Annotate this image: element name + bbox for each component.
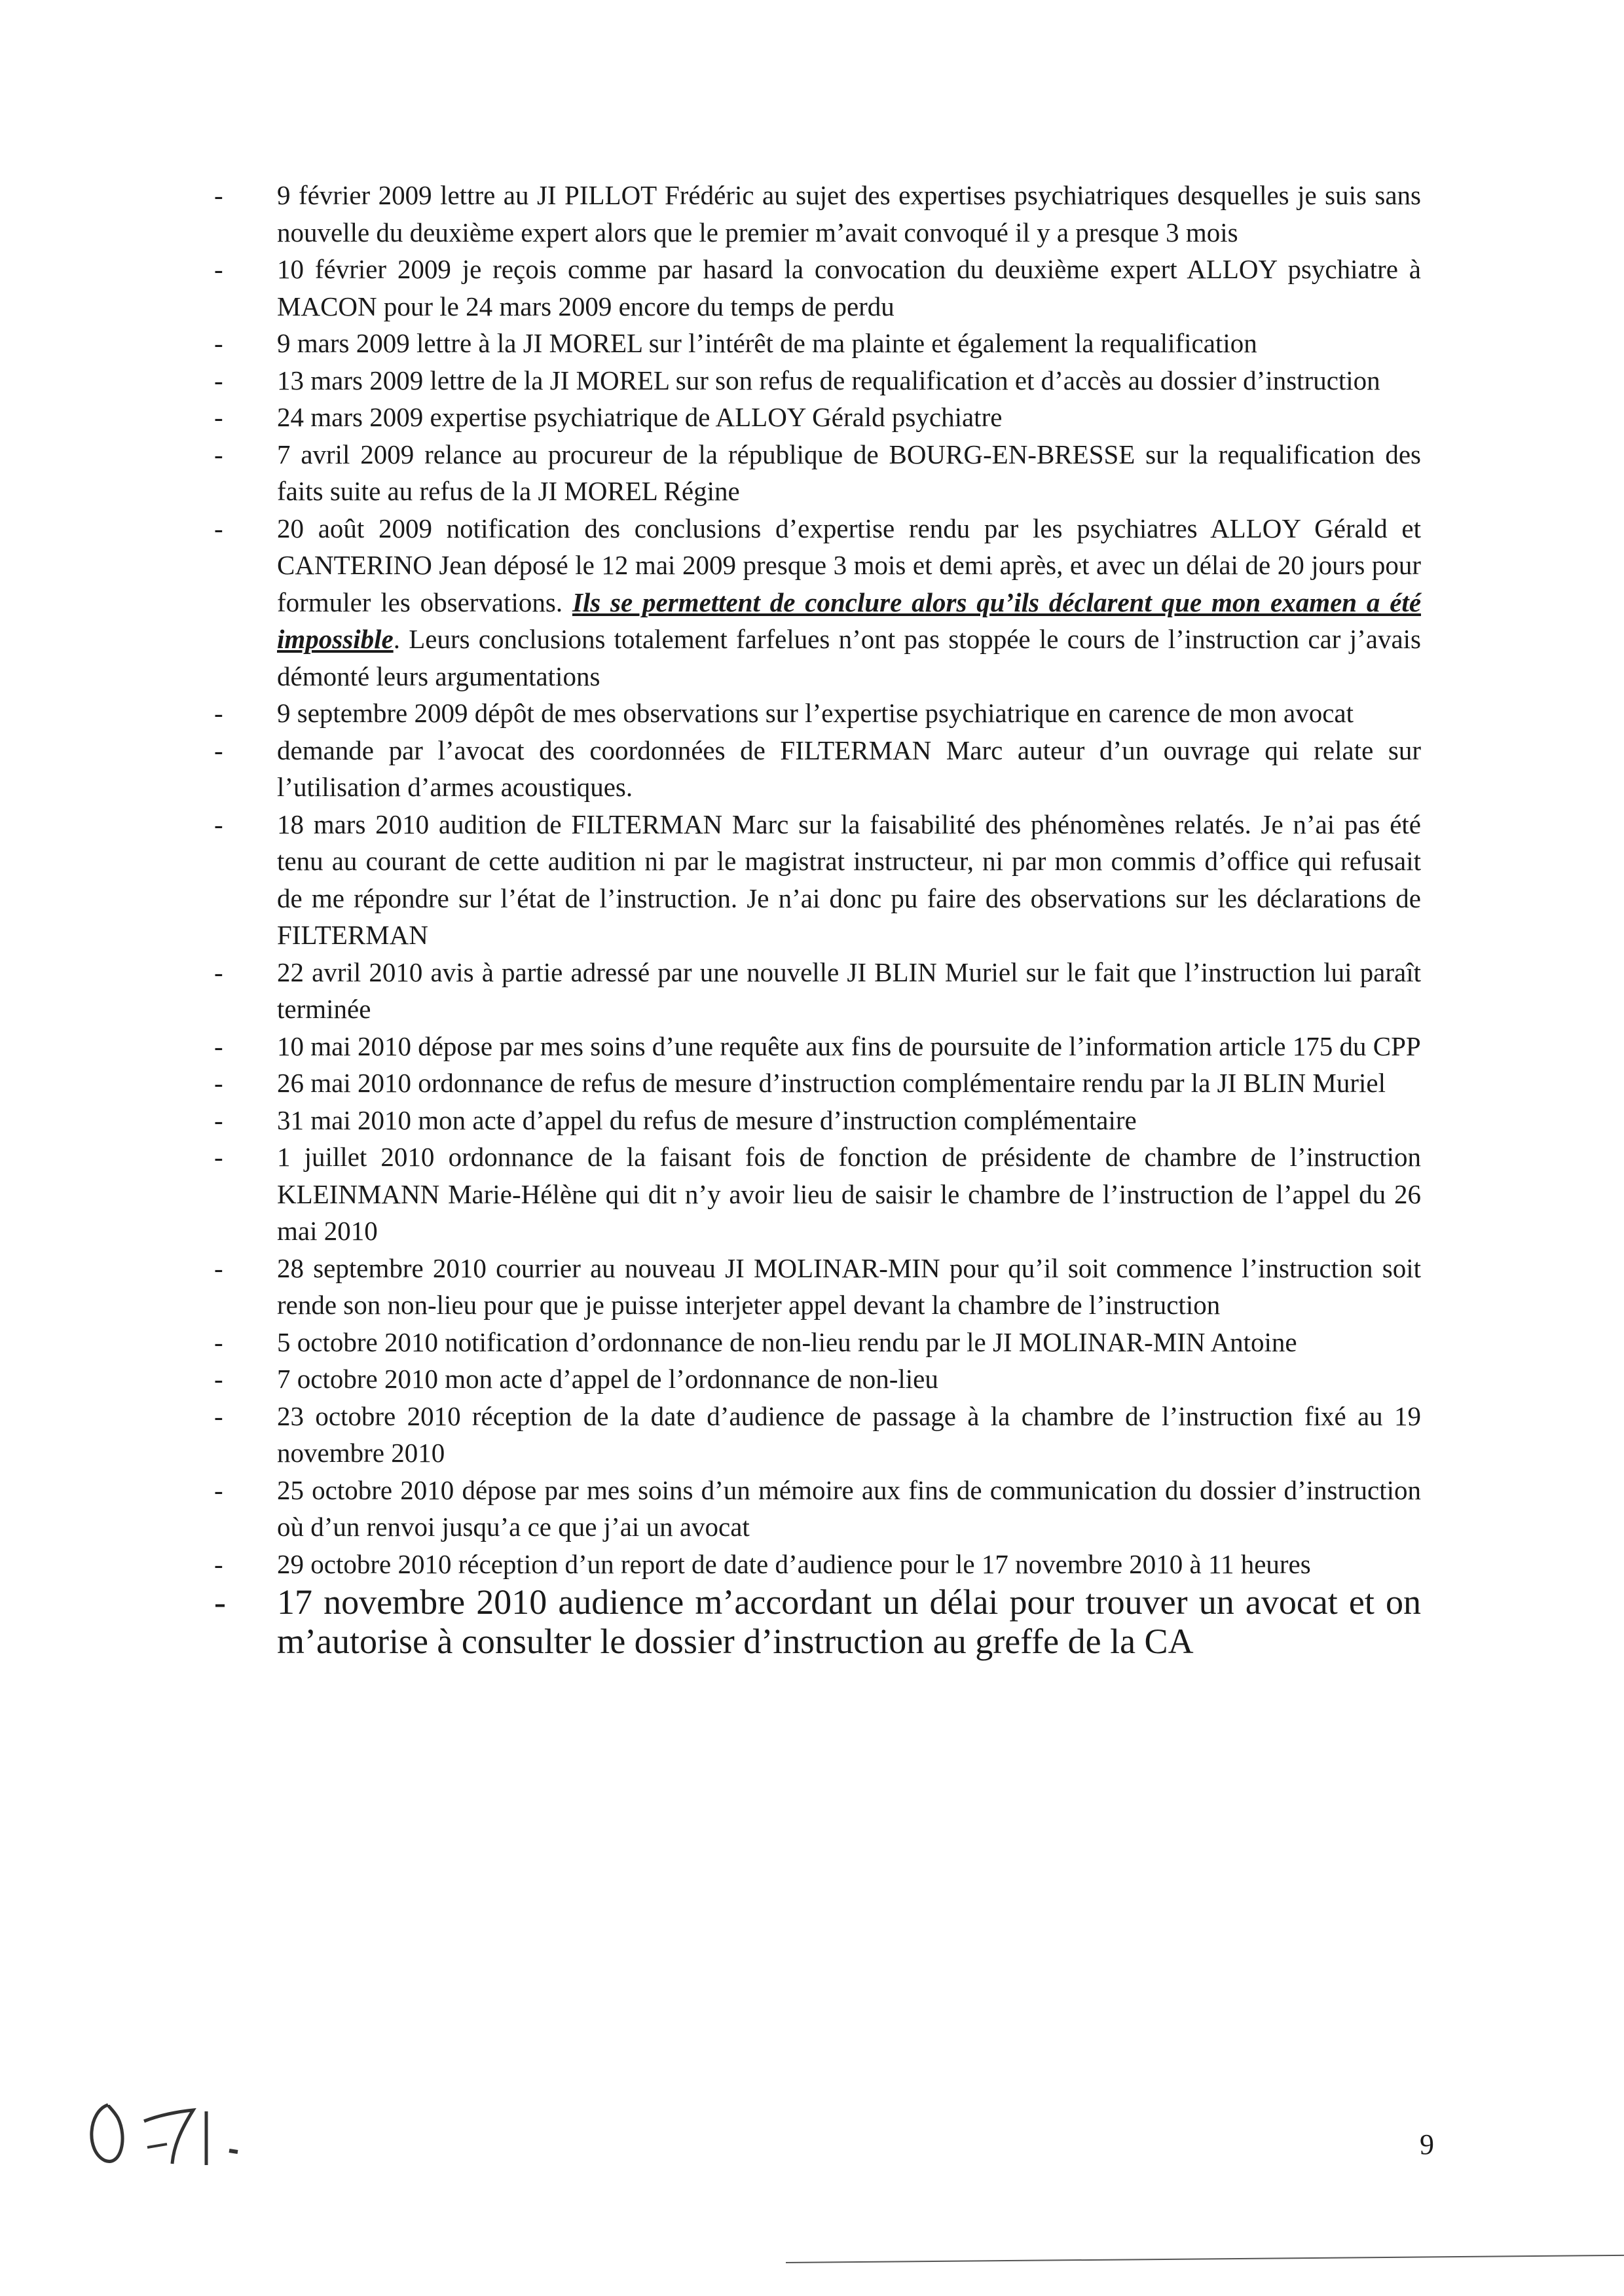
chronology-entry xyxy=(214,1028,1421,1065)
handwritten-initials xyxy=(82,2092,259,2170)
entry-text: 22 avril 2010 avis à partie adressé par une nouvelle JI BLIN Muriel sur le fait que l’instruction lui paraît terminée xyxy=(277,957,1421,1024)
entry-text: 13 mars 2009 lettre de la JI MOREL sur son refus de requalification et d’accès au dossier d’instruction xyxy=(277,365,1380,395)
entry-text: 7 avril 2009 relance au procureur de la république de BOURG-EN-BRESSE sur la requalification des faits suite au refus de la JI MOREL Régine xyxy=(277,439,1421,506)
chronology-entry xyxy=(214,399,1421,436)
chronology-entry xyxy=(214,1546,1421,1583)
entry-emphasis: Ils se permettent de conclure alors qu’ils déclarent que mon examen a été impossible xyxy=(277,587,1422,654)
entry-text-after: . Leurs conclusions totalement farfelues n’ont pas stoppée le cours de l’instruction car j’avais démonté leurs argumentations xyxy=(277,624,1421,691)
entry-text: 18 mars 2010 audition de FILTERMAN Marc sur la faisabilité des phénomènes relatés. Je n’ai pas été tenu au courant de cette audition ni par le magistrat instructeur, ni par mon commis d’office qui refusait de me répondre sur l’état de l’instruction. Je n’ai donc pu faire des observations sur les déclarations de FILTERMAN xyxy=(277,809,1421,950)
entry-text: 10 février 2009 je reçois comme par hasard la convocation du deuxième expert ALLOY psychiatre à MACON pour le 24 mars 2009 encore du temps de perdu xyxy=(277,254,1421,321)
entry-text: 20 août 2009 notification des conclusions d’expertise rendu par les psychiatres ALLOY Gérald et CANTERINO Jean déposé le 12 mai 2009 presque 3 mois et demi après, et avec un délai de 20 jours pour formuler les observations. xyxy=(277,513,1421,617)
chronology-list xyxy=(214,177,1421,1661)
entry-text: 17 novembre 2010 audience m’accordant un délai pour trouver un avocat et on m’autorise à consulter le dossier d’instruction au greffe de la CA xyxy=(277,1582,1421,1661)
chronology-entry xyxy=(214,325,1421,362)
chronology-entry xyxy=(214,806,1421,954)
entry-text: 23 octobre 2010 réception de la date d’audience de passage à la chambre de l’instruction fixé au 19 novembre 2010 xyxy=(277,1400,1421,1468)
chronology-entry xyxy=(214,510,1421,695)
chronology-entry xyxy=(214,1324,1421,1361)
chronology-entry xyxy=(214,251,1421,325)
entry-text: 1 juillet 2010 ordonnance de la faisant fois de fonction de présidente de chambre de l’instruction KLEINMANN Marie-Hélène qui dit n’y avoir lieu de saisir le chambre de l’instruction de l’appel du 26 mai 2010 xyxy=(277,1142,1421,1246)
entry-text: 28 septembre 2010 courrier au nouveau JI MOLINAR-MIN pour qu’il soit commence l’instruction soit rende son non-lieu pour que je puisse interjeter appel devant la chambre de l’instruction xyxy=(277,1252,1421,1320)
entry-text: 9 mars 2009 lettre à la JI MOREL sur l’intérêt de ma plainte et également la requalification xyxy=(277,328,1257,358)
chronology-entry xyxy=(214,1250,1421,1324)
chronology-entry xyxy=(214,1360,1421,1398)
entry-text: 9 février 2009 lettre au JI PILLOT Frédéric au sujet des expertises psychiatriques desquelles je suis sans nouvelle du deuxième expert alors que le premier m’avait convoqué il y a presque 3 mois xyxy=(277,180,1421,247)
chronology-entry xyxy=(214,436,1421,510)
entry-text: 25 octobre 2010 dépose par mes soins d’un mémoire aux fins de communication du dossier d’instruction où d’un renvoi jusqu’a ce que j’ai un avocat xyxy=(277,1474,1421,1542)
chronology-entry xyxy=(214,1398,1421,1472)
chronology-entry xyxy=(214,1139,1421,1250)
entry-text: 10 mai 2010 dépose par mes soins d’une requête aux fins de poursuite de l’information article 175 du CPP xyxy=(277,1030,1421,1061)
entry-text: demande par l’avocat des coordonnées de FILTERMAN Marc auteur d’un ouvrage qui relate sur l’utilisation d’armes acoustiques. xyxy=(277,735,1421,802)
chronology-entry xyxy=(214,362,1421,399)
scan-edge-line xyxy=(786,2255,1624,2263)
entry-text: 7 octobre 2010 mon acte d’appel de l’ordonnance de non-lieu xyxy=(277,1364,938,1394)
chronology-entry xyxy=(214,177,1421,251)
chronology-entry xyxy=(214,1582,1421,1661)
entry-text: 31 mai 2010 mon acte d’appel du refus de mesure d’instruction complémentaire xyxy=(277,1104,1137,1135)
chronology-entry xyxy=(214,954,1421,1028)
entry-text: 24 mars 2009 expertise psychiatrique de ALLOY Gérald psychiatre xyxy=(277,402,1003,432)
page-number: 9 xyxy=(1420,2128,1434,2160)
entry-text: 29 octobre 2010 réception d’un report de date d’audience pour le 17 novembre 2010 à 11 heures xyxy=(277,1548,1311,1579)
entry-text: 26 mai 2010 ordonnance de refus de mesure d’instruction complémentaire rendu par la JI BLIN Muriel xyxy=(277,1068,1386,1098)
chronology-entry xyxy=(214,1472,1421,1546)
chronology-entry xyxy=(214,732,1421,806)
entry-text: 5 octobre 2010 notification d’ordonnance de non-lieu rendu par le JI MOLINAR-MIN Antoine xyxy=(277,1326,1297,1357)
chronology-entry xyxy=(214,695,1421,732)
chronology-entry xyxy=(214,1065,1421,1102)
chronology-entry xyxy=(214,1102,1421,1139)
entry-text: 9 septembre 2009 dépôt de mes observations sur l’expertise psychiatrique en carence de mon avocat xyxy=(277,698,1354,728)
